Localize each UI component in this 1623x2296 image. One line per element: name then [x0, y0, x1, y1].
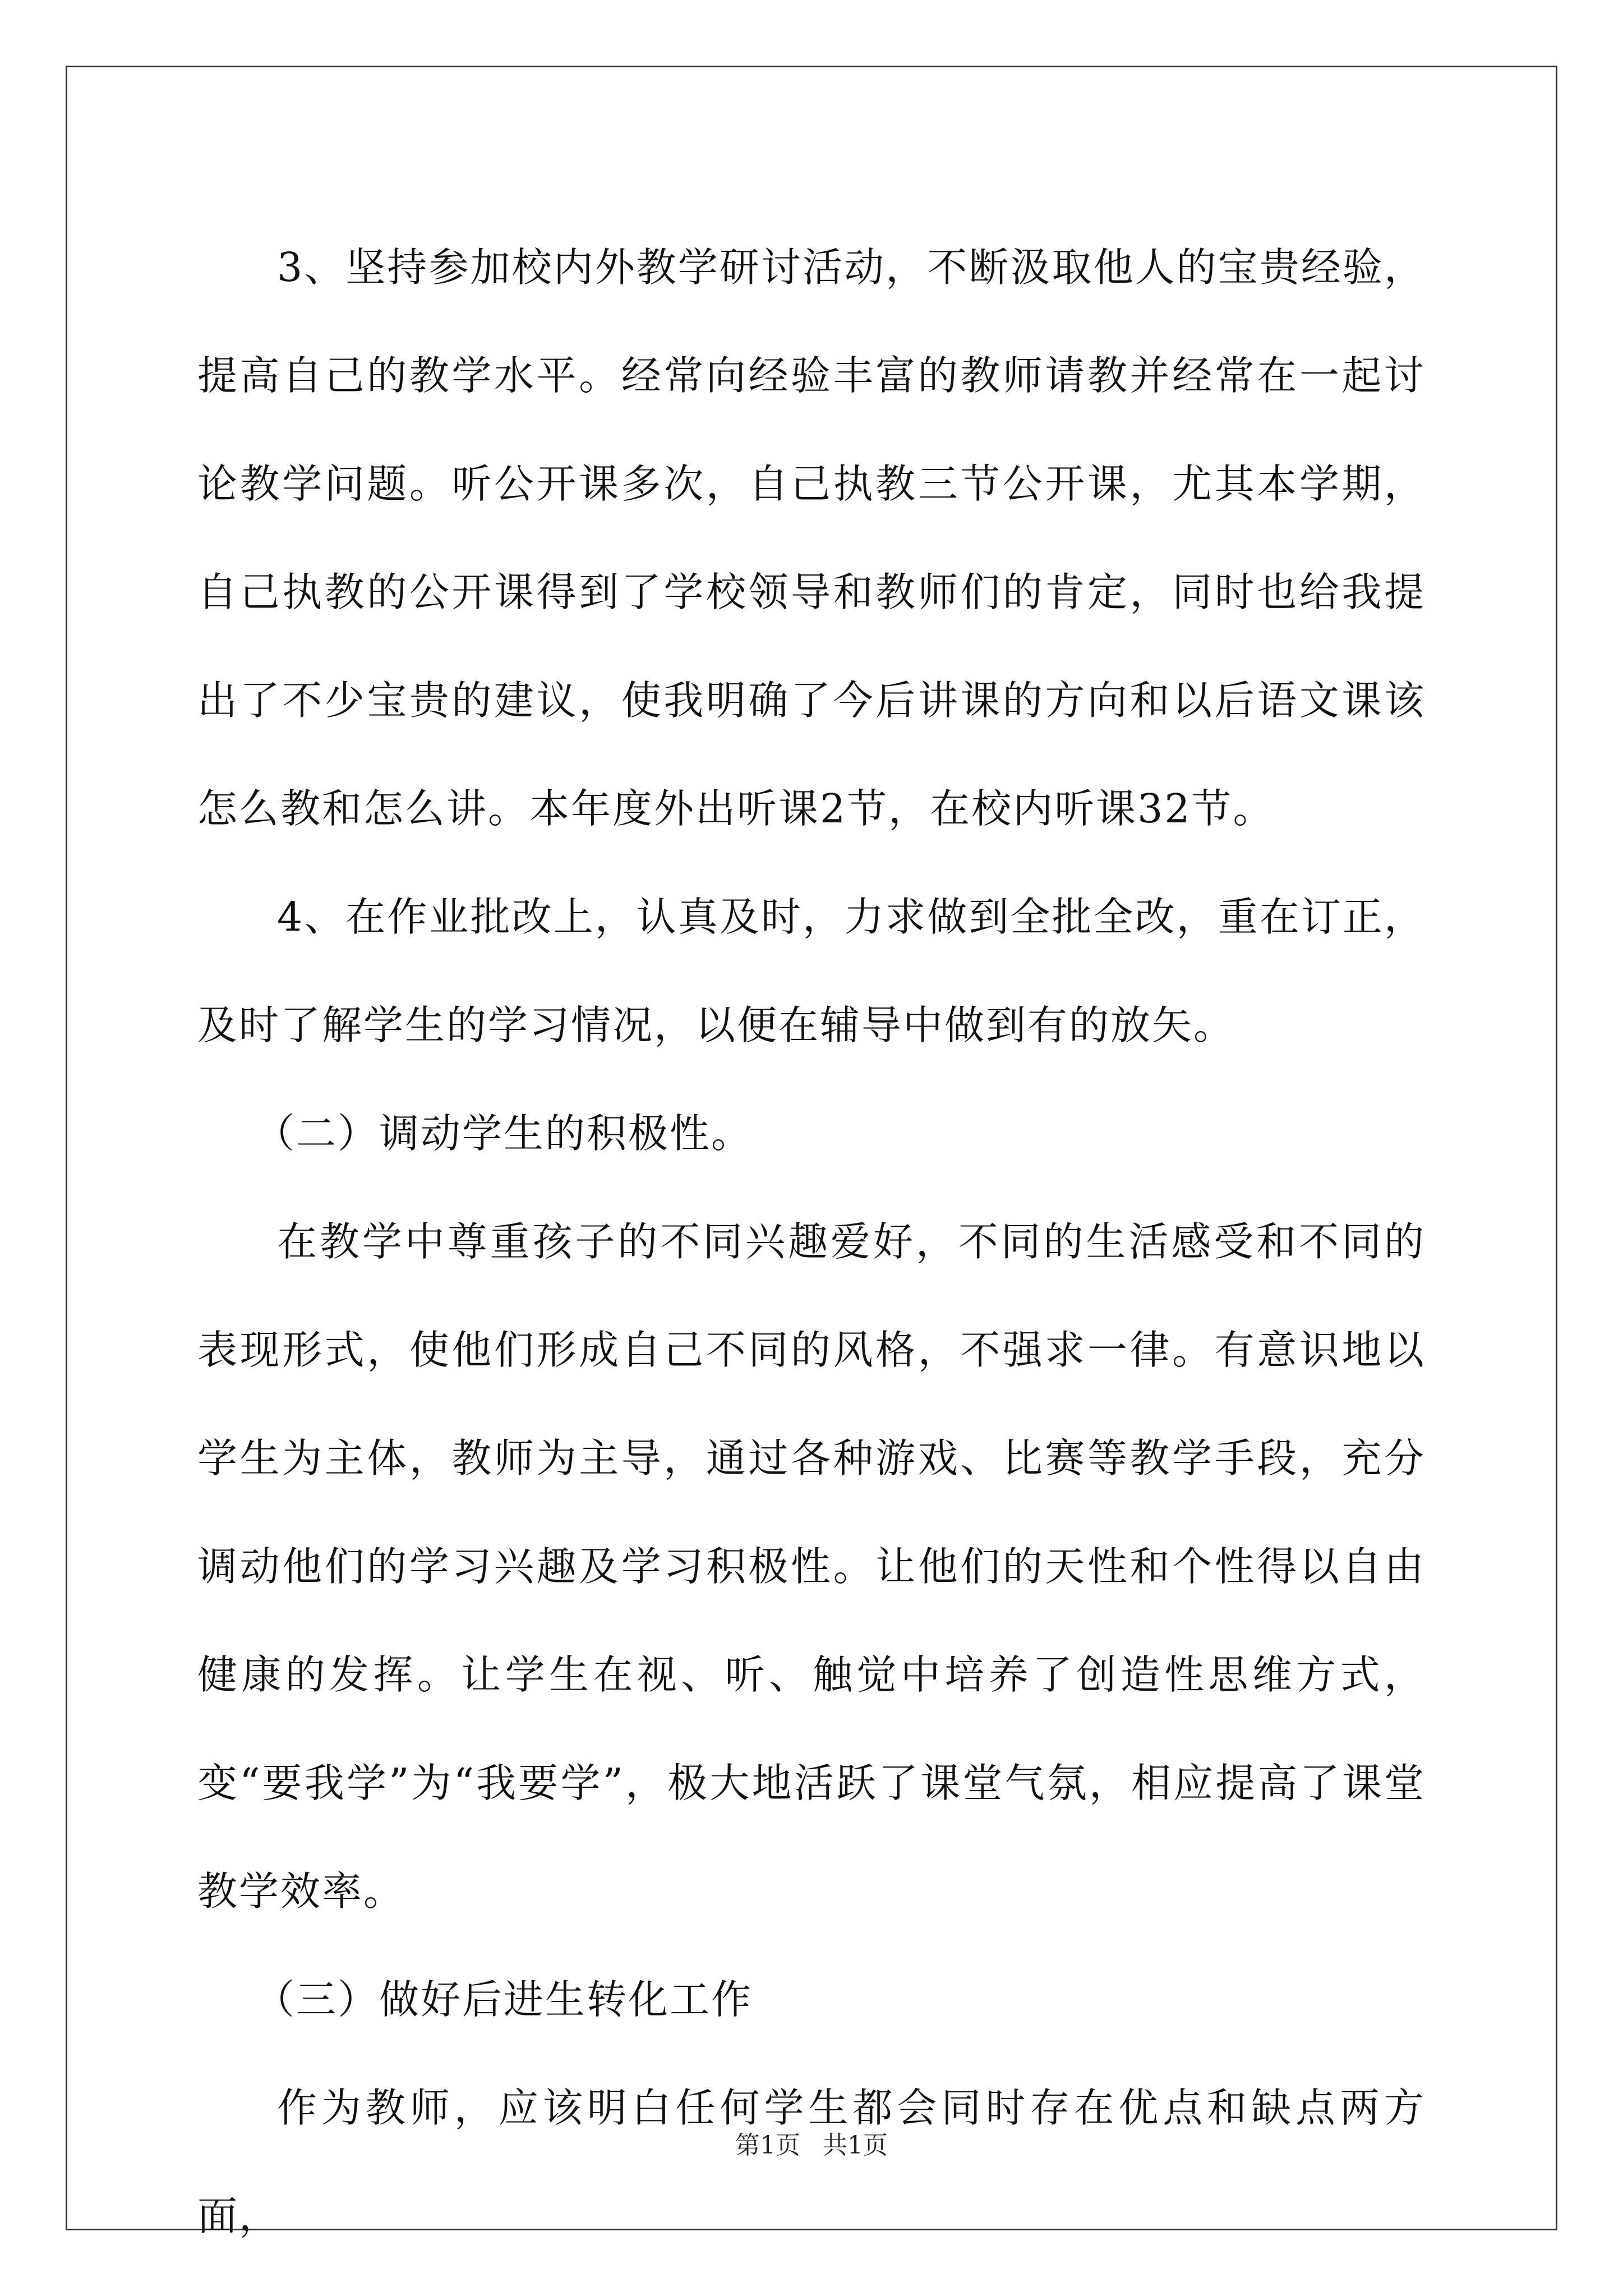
page-footer — [0, 2129, 1623, 2162]
paragraph-teacher-note: 作为教师，应该明白任何学生都会同时存在优点和缺点两方面， — [197, 2085, 1426, 2239]
paragraph-item-4: 4、在作业批改上，认真及时，力求做到全批全改，重在订正，及时了解学生的学习情况，以便在辅导中做到有的放矢。 — [197, 894, 1426, 1048]
page-number: 第1页 — [735, 2131, 800, 2160]
section-heading-2: （二）调动学生的积极性。 — [255, 1110, 753, 1157]
paragraph-item-3: 3、坚持参加校内外教学研讨活动，不断汲取他人的宝贵经验，提高自己的教学水平。经常向经验丰富的教师请教并经常在一起讨论教学问题。听公开课多次，自己执教三节公开课，尤其本学期，自己执教的公开课得到了学校领导和教师们的肯定，同时也给我提出了不少宝贵的建议，使我明确了今后讲课的方向和以后语文课该怎么教和怎么讲。本年度外出听课2节，在校内听课32节。 — [197, 244, 1426, 832]
document-body — [197, 213, 1426, 2270]
page-total: 共1页 — [823, 2131, 888, 2160]
section-heading-3: （三）做好后进生转化工作 — [255, 1976, 753, 2023]
paragraph-student-motivation: 在教学中尊重孩子的不同兴趣爱好，不同的生活感受和不同的表现形式，使他们形成自己不同的风格，不强求一律。有意识地以学生为主体，教师为主导，通过各种游戏、比赛等教学手段，充分调动他们的学习兴趣及学习积极性。让他们的天性和个性得以自由健康的发挥。让学生在视、听、触觉中培养了创造性思维方式，变“要我学”为“我要学”，极大地活跃了课堂气氛，相应提高了课堂教学效率。 — [197, 1218, 1426, 1915]
